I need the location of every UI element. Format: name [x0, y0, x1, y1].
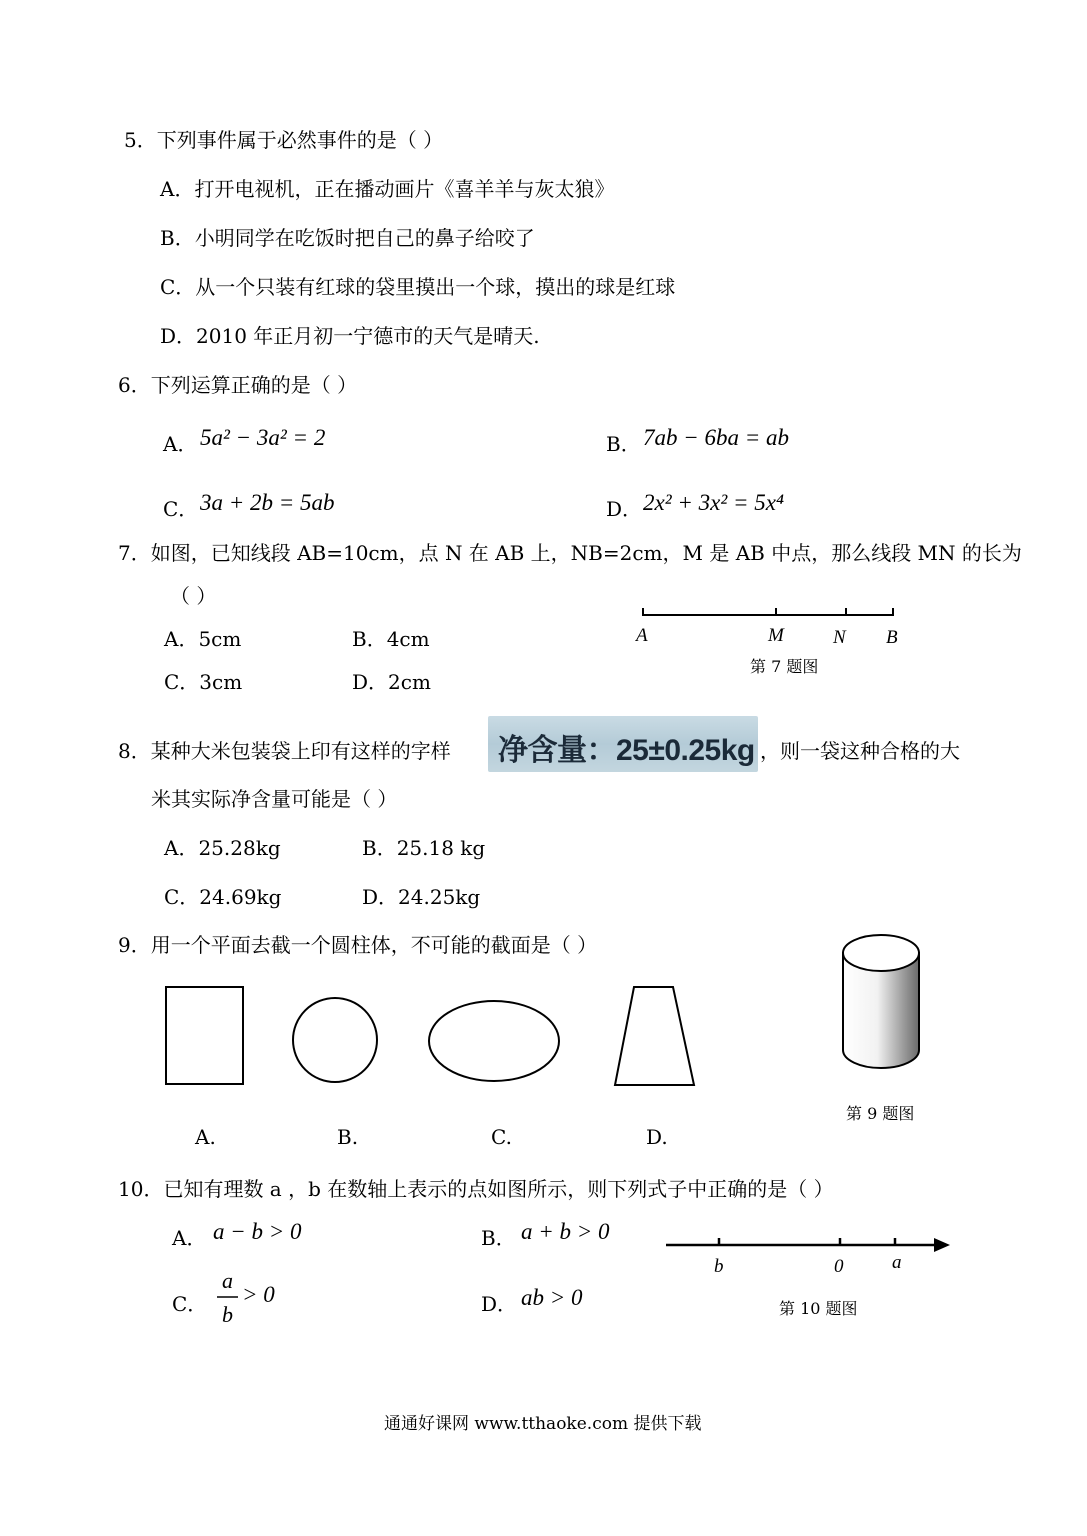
q9-option-a-label: A.	[195, 1125, 216, 1149]
q8-stem-start: 8．某种大米包装袋上印有这样的字样	[118, 739, 451, 763]
q9-option-c-label: C.	[491, 1125, 512, 1149]
q10-option-b-expr: a + b > 0	[521, 1219, 610, 1244]
q5-stem: 5．下列事件属于必然事件的是（ ）	[124, 128, 444, 152]
q7-stem: 7．如图，已知线段 AB=10cm，点 N 在 AB 上，NB=2cm，M 是 AB 中点，那么线段 MN 的长为	[118, 541, 1022, 565]
q9-ellipse-shape	[429, 1001, 559, 1081]
q7-point-n-label: N	[833, 627, 846, 648]
q7-option-c: C．3cm	[164, 670, 243, 694]
q10-option-c-rest: > 0	[242, 1282, 275, 1307]
q8-option-c: C．24.69kg	[164, 885, 282, 909]
q9-stem: 9．用一个平面去截一个圆柱体，不可能的截面是（ ）	[118, 933, 598, 957]
q10-option-c-label: C．	[172, 1292, 208, 1316]
q5-option-d: D．2010 年正月初一宁德市的天气是晴天.	[160, 324, 540, 348]
q8-stem-line2: 米其实际净含量可能是（ ）	[151, 787, 398, 811]
q8-option-a: A．25.28kg	[164, 836, 281, 860]
q5-option-a: A．打开电视机，正在播动画片《喜羊羊与灰太狼》	[160, 177, 615, 201]
q8-package-label-text: 净含量：25±0.25kg	[498, 734, 755, 767]
q10-option-d-expr: ab > 0	[521, 1285, 583, 1310]
q8-option-b: B．25.18 kg	[362, 836, 486, 860]
q10-figure-caption: 第 10 题图	[779, 1299, 858, 1318]
q10-option-c-numerator: a	[222, 1268, 233, 1293]
q9-circle-shape	[293, 998, 377, 1082]
q6-option-c-label: C．	[163, 497, 199, 521]
q10-option-d-label: D．	[481, 1292, 518, 1316]
q10-point-zero-label: 0	[834, 1256, 844, 1277]
q6-option-d-expr: 2x² + 3x² = 5x⁴	[643, 490, 784, 515]
q6-option-d-label: D．	[606, 497, 643, 521]
q6-option-a-expr: 5a² − 3a² = 2	[200, 425, 326, 450]
q10-point-a-label: a	[892, 1252, 902, 1273]
q5-option-c: C．从一个只装有红球的袋里摸出一个球，摸出的球是红球	[160, 275, 676, 299]
q6-stem: 6．下列运算正确的是（ ）	[118, 373, 358, 397]
q7-option-d: D．2cm	[352, 670, 431, 694]
q6-option-c-expr: 3a + 2b = 5ab	[200, 490, 335, 515]
q7-figure-caption: 第 7 题图	[750, 657, 819, 676]
q7-point-a-label: A	[636, 625, 648, 646]
q7-segment-figure	[643, 608, 894, 616]
q9-rectangle-shape	[166, 987, 243, 1084]
q10-point-b-label: b	[714, 1256, 724, 1277]
page-footer: 通通好课网 www.tthaoke.com 提供下载	[384, 1414, 702, 1434]
q8-package-label-image	[488, 716, 758, 772]
q5-option-b: B．小明同学在吃饭时把自己的鼻子给咬了	[160, 226, 535, 250]
q9-cylinder-figure	[843, 935, 919, 1068]
q7-point-b-label: B	[886, 627, 898, 648]
q9-figure-caption: 第 9 题图	[846, 1104, 915, 1123]
q9-option-d-label: D.	[646, 1125, 668, 1149]
q10-option-c-denominator: b	[222, 1302, 233, 1327]
q10-stem: 10．已知有理数 a ，b 在数轴上表示的点如图所示，则下列式子中正确的是（ ）	[118, 1177, 834, 1201]
q6-option-a-label: A．	[163, 432, 198, 456]
q10-option-b-label: B．	[481, 1226, 516, 1250]
q7-paren: （ ）	[170, 584, 217, 608]
q8-stem-end: ，则一袋这种合格的大	[760, 739, 960, 763]
q7-point-m-label: M	[768, 625, 784, 646]
q8-option-d: D．24.25kg	[362, 885, 481, 909]
q10-number-line	[666, 1238, 950, 1252]
q10-option-a-expr: a − b > 0	[213, 1219, 302, 1244]
q7-option-a: A．5cm	[164, 627, 242, 651]
q9-trapezoid-shape	[615, 987, 694, 1085]
q9-option-b-label: B.	[337, 1125, 359, 1149]
q10-option-a-label: A．	[172, 1226, 207, 1250]
q6-option-b-label: B．	[606, 432, 641, 456]
q6-option-b-expr: 7ab − 6ba = ab	[643, 425, 790, 450]
q7-option-b: B．4cm	[352, 627, 430, 651]
